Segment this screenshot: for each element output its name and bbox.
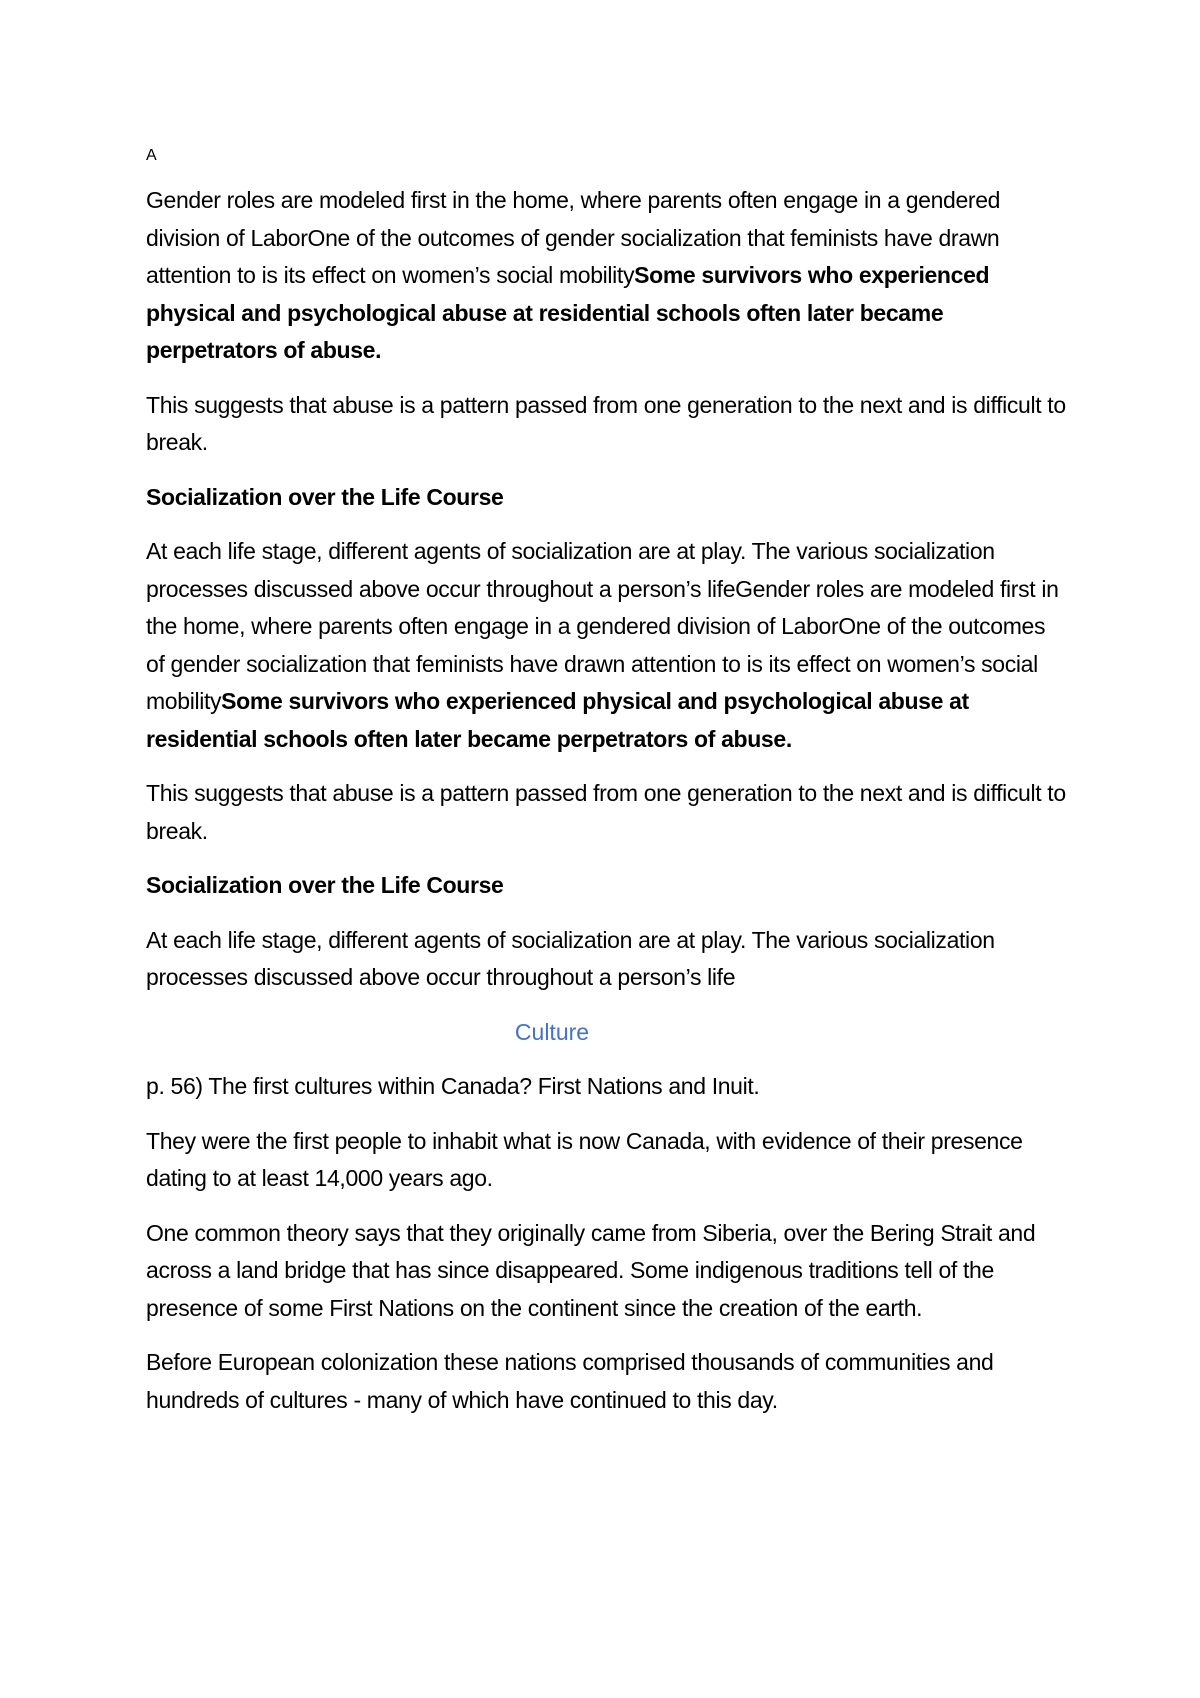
paragraph-bold-text: Some survivors who experienced physical and psychological abuse at residential schools often later became perpetrators of abuse. [146, 262, 990, 363]
paragraph-abuse-pattern-repeat: This suggests that abuse is a pattern passed from one generation to the next and is difficult to break. [146, 780, 1066, 844]
paragraph-colonization: Before European colonization these nations comprised thousands of communities and hundreds of cultures - many of which have continued to this day. [146, 1349, 994, 1413]
paragraph-siberia-theory: One common theory says that they originally came from Siberia, over the Bering Strait and across a land bridge that has since disappeared. Some indigenous traditions tell of the presence of some First Nations on the continent since the creation of the earth. [146, 1219, 1036, 1321]
paragraph-first-people: They were the first people to inhabit what is now Canada, with evidence of their presence dating to at least 14,000 years ago. [146, 1127, 1023, 1191]
document-body [146, 146, 1066, 1436]
section-title-culture: Culture [514, 1018, 590, 1045]
section-letter: A [146, 147, 157, 164]
paragraph-text: At each life stage, different agents of socialization are at play. The various socialization processes discussed above occur throughout a person’s lifeGender roles are modeled first in the home, where parents often engage in a gendered division of LaborOne of the outcomes of gender socialization that feminists have drawn attention to is its effect on women’s social mobility [146, 538, 1059, 714]
paragraph-life-stage-repeat: At each life stage, different agents of socialization are at play. The various socialization processes discussed above occur throughout a person’s life [146, 926, 995, 990]
paragraph-gender-roles [146, 182, 1066, 370]
heading-life-course-repeat: Socialization over the Life Course [146, 872, 504, 898]
heading-life-course: Socialization over the Life Course [146, 483, 504, 510]
paragraph-first-cultures: p. 56) The first cultures within Canada? First Nations and Inuit. [146, 1073, 760, 1099]
paragraph-abuse-pattern: This suggests that abuse is a pattern passed from one generation to the next and is difficult to break. [146, 391, 1066, 455]
paragraph-text: Gender roles are modeled first in the home, where parents often engage in a gendered division of LaborOne of the outcomes of gender socialization that feminists have drawn attention to is its effect on women’s social mobility [146, 187, 1001, 288]
paragraph-life-stage [146, 533, 1066, 758]
paragraph-bold-text: Some survivors who experienced physical and psychological abuse at residential schools often later became perpetrators of abuse. [146, 688, 969, 752]
